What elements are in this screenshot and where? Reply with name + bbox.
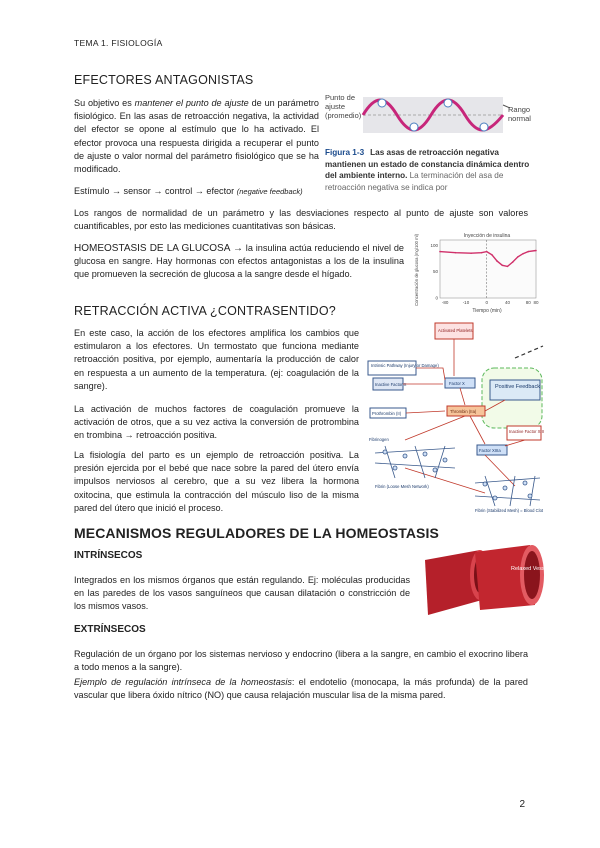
- coagulation-cascade-diagram: [365, 318, 545, 516]
- glucose-point: [455, 252, 457, 254]
- fibrin-loose-label: Fibrin (Loose Mesh Network): [375, 484, 429, 489]
- subtitle-intrinsecos: INTRÍNSECOS: [74, 550, 143, 561]
- glucose-point: [470, 252, 472, 254]
- running-header: TEMA 1. FISIOLOGÍA: [74, 38, 163, 48]
- fibrin-stab-label: Fibrin (Stabilized Mesh) = Blood Clot: [475, 508, 544, 513]
- section-title-mecanismos: MECANISMOS REGULADORES DE LA HOMEOSTASIS: [74, 525, 439, 541]
- thrombin-label: Thrombin (IIa): [450, 409, 477, 414]
- inactive-xiii-label: Inactive Factor XIII: [509, 429, 544, 434]
- positive-feedback-label: Positive Feedback: [495, 384, 540, 390]
- y-tick-label: 50: [432, 269, 438, 275]
- glucosa-paragraph: HOMEOSTASIS DE LA GLUCOSA → la insulina actúa reduciendo el nivel de glucosa en sangre. Hay hormonas con efectos antagonistas a los de la insulina que promueven la secreción de glucosa a la sangre desde el hígado.: [74, 243, 404, 280]
- blood-vessel-illustration: [420, 540, 549, 625]
- glucose-point: [522, 253, 524, 255]
- glucose-point: [501, 265, 503, 267]
- glucose-point: [527, 251, 529, 253]
- retraccion-paragraph-3: La fisiología del parto es un ejemplo de retroacción positiva. La presión ejercida por el bebé que nace sobre la pared del útero envía impulsos nerviosos al cerebro, que a su vez libera la hormona oxitocina, que estimula la contracción del músculo liso de la misma pared del útero que inició el proceso.: [74, 450, 359, 513]
- x-tick-label: -10: [462, 300, 470, 305]
- subtitle-extrinsecos: EXTRÍNSECOS: [74, 624, 146, 635]
- x-tick-label: 80: [533, 300, 539, 305]
- glucose-point: [535, 250, 537, 252]
- section-title-retraccion: RETRACCIÓN ACTIVA ¿CONTRASENTIDO?: [74, 304, 336, 318]
- feedback-flow: Estímulo → sensor → control → efector (negative feedback): [74, 186, 303, 196]
- y-tick-label: 100: [430, 242, 438, 248]
- factor-xiiia-label: Factor XIIIa: [479, 448, 501, 453]
- relaxed-vessel-label: Relaxed Vessel: [511, 566, 549, 572]
- fibrinogen-label: Fibrinogen: [369, 437, 389, 442]
- retraccion-paragraph-2: La activación de muchos factores de coagulación promueve la activación de otros, que a su vez activa la conversión de protrombina en trombina → retroacción positiva.: [74, 404, 359, 441]
- figure-1-3-caption: Figura 1-3 Las asas de retroacción negativa mantienen un estado de constancia dinámica dentro del ambiente interno. La terminación del asa de retroacción negativa se indica por: [325, 148, 530, 192]
- page-number: 2: [519, 799, 525, 810]
- section-title-efectores: EFECTORES ANTAGONISTAS: [74, 73, 254, 87]
- inactive-xa-label: Inactive Factor X: [375, 382, 407, 387]
- y-tick-label: 0: [435, 295, 438, 301]
- efectores-paragraph: Su objetivo es mantener el punto de ajuste de un parámetro fisiológico. En las asas de retroacción negativa, la actividad del efector se opone al estímulo que lo ha activado. El efector provoca una respuesta dirigida a recuperar el punto de ajuste o valor normal del parámetro fisiológico que se ha modificado.: [74, 98, 319, 175]
- setpoint-label: Punto de ajuste (promedio): [325, 93, 362, 120]
- glucose-point: [517, 256, 519, 258]
- glucose-point: [512, 261, 514, 263]
- glucose-point: [481, 252, 483, 254]
- x-tick-label: 80: [525, 300, 531, 305]
- platelets-label: Activated Platelets: [438, 328, 473, 333]
- intrinsecos-paragraph: Integrados en los mismos órganos que están regulando. Ej: moléculas producidas en las paredes de los vasos sanguíneos que causan dilatación o constricción de los mismos vasos.: [74, 575, 410, 612]
- x-tick-label: -80: [441, 300, 449, 305]
- retraccion-paragraph-1: En este caso, la acción de los efectores amplifica los cambios que estimularon a los efectores. Un termostato que funciona mediante retroacción positiva, por ejemplo, aumentaría la producción de calor en respuesta a un aumento de la temperatura. (ej: coagulación de la sangre).: [74, 328, 359, 391]
- chart-ylabel: Concentración de glucosa (mg/100 ml): [414, 234, 419, 306]
- x-tick-label: 0: [485, 300, 488, 305]
- glucose-chart: [410, 230, 540, 315]
- chart-xlabel: Tiempo (min): [472, 308, 502, 314]
- extrinsecos-paragraph: Regulación de un órgano por los sistemas nervioso y endocrino (libera a la sangre, en cambio el exocrino libera a todo menos a la sangre).: [74, 649, 528, 673]
- ejemplo-paragraph: Ejemplo de regulación intrínseca de la homeostasis: el endotelio (monocapa, la más profunda) de la pared vascular que libera óxido nítrico (NO) que causa relajación muscular lisa de la misma pared.: [74, 677, 528, 701]
- glucose-point: [496, 260, 498, 262]
- factor-x-label: Factor X: [449, 381, 465, 386]
- glucose-point: [491, 254, 493, 256]
- rangos-paragraph: Los rangos de normalidad de un parámetro y las desviaciones respecto al punto de ajuste son valores cuantificables, por esto las mediciones cuantitativas son básicas.: [74, 208, 528, 232]
- chart-title: Inyección de insulina: [463, 233, 511, 239]
- glucose-point: [507, 266, 509, 268]
- intrinsic-label: Intrinsic Pathway (Injury or Damage): [371, 363, 439, 368]
- glucose-point: [486, 251, 488, 253]
- glucose-point: [439, 251, 441, 253]
- x-tick-label: 40: [504, 300, 510, 305]
- range-label: Rango normal: [508, 105, 531, 123]
- prothrombin-label: Prothrombin (II): [372, 411, 402, 416]
- figure-1-3-diagram: [325, 85, 535, 145]
